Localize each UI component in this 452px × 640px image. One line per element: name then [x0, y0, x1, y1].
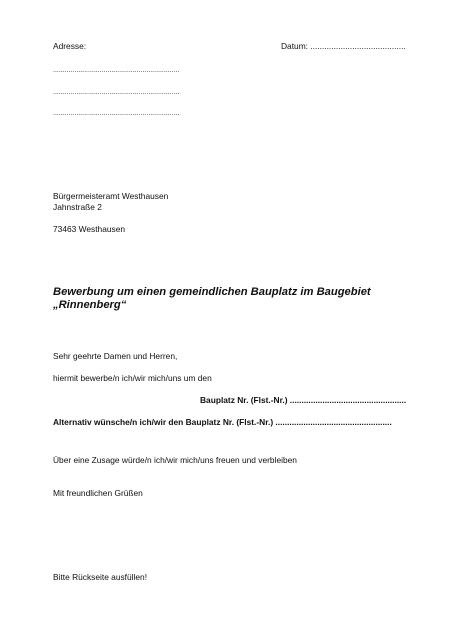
plot-alternative-field: Alternativ wünsche/n ich/wir den Bauplatz Nr. (Flst.-Nr.) ..................................................: [53, 417, 392, 427]
recipient-name: Bürgermeisteramt Westhausen: [53, 191, 169, 201]
address-label: Adresse:: [53, 41, 87, 51]
address-line-1: .................................................................: [53, 67, 180, 74]
date-field: Datum: .........................................: [281, 41, 406, 51]
address-line-2: .................................................................: [53, 89, 180, 96]
salutation: Sehr geehrte Damen und Herren,: [53, 351, 178, 361]
plot-primary-field: Bauplatz Nr. (Flst.-Nr.) ..................................................: [200, 395, 407, 405]
intro-text: hiermit bewerbe/n ich/wir mich/uns um den: [53, 373, 212, 383]
recipient-street: Jahnstraße 2: [53, 202, 102, 212]
subject-line-2: „Rinnenberg“: [53, 299, 127, 311]
recipient-city: 73463 Westhausen: [53, 224, 126, 234]
address-line-3: .................................................................: [53, 110, 180, 117]
back-side-note: Bitte Rückseite ausfüllen!: [53, 572, 148, 582]
regards-text: Mit freundlichen Grüßen: [53, 488, 143, 498]
closing-hope-text: Über eine Zusage würde/n ich/wir mich/uns freuen und verbleiben: [53, 455, 297, 465]
subject-line-1: Bewerbung um einen gemeindlichen Bauplatz im Baugebiet: [53, 286, 371, 298]
